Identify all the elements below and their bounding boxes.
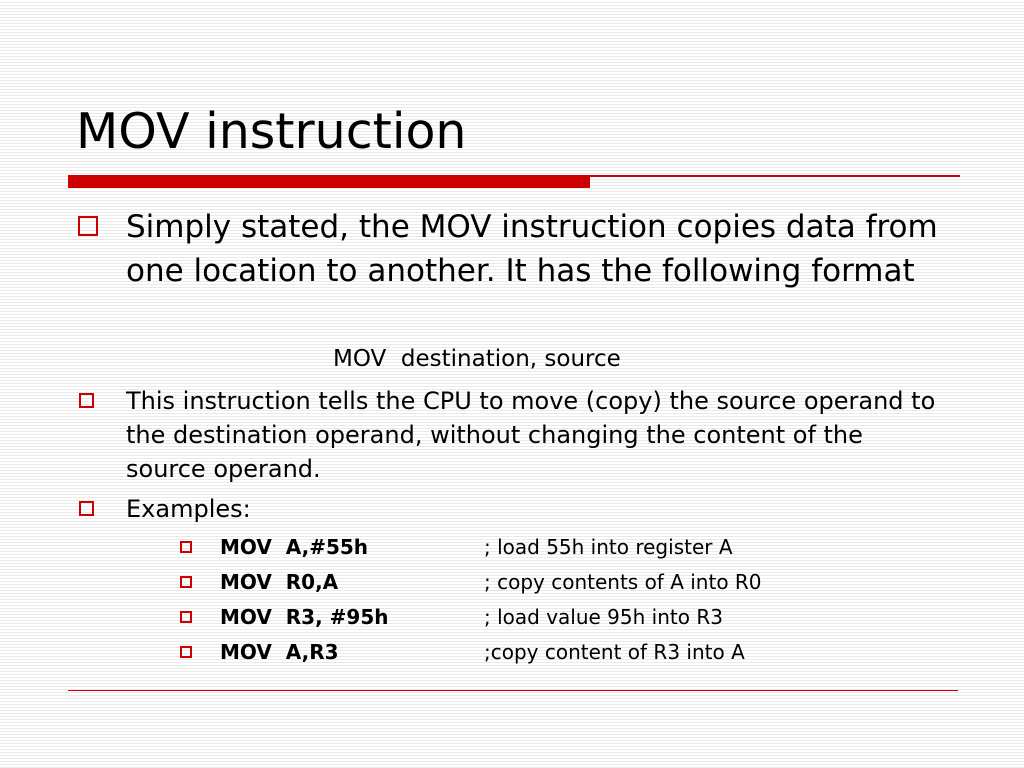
hollow-square-bullet-icon: [79, 393, 94, 408]
example-code: MOV A,R3: [220, 640, 339, 664]
bullet-1-text: Simply stated, the MOV instruction copies data from one location to another. It has the following format: [126, 209, 938, 289]
title-underline-thick: [68, 175, 590, 188]
hollow-square-bullet-icon: [180, 646, 192, 658]
example-row: [180, 567, 880, 601]
hollow-square-bullet-icon: [79, 501, 94, 516]
title-underline-thin: [590, 175, 960, 177]
example-comment: ;copy content of R3 into A: [484, 640, 745, 664]
example-comment: ; copy contents of A into R0: [484, 570, 762, 594]
footer-divider: [68, 690, 958, 691]
example-comment: ; load value 95h into R3: [484, 605, 723, 629]
bullet-3-text: Examples:: [126, 495, 251, 523]
hollow-square-bullet-icon: [180, 576, 192, 588]
example-comment: ; load 55h into register A: [484, 535, 733, 559]
example-row: [180, 532, 880, 566]
slide-title: MOV instruction: [76, 103, 467, 160]
hollow-square-bullet-icon: [78, 216, 98, 236]
example-code: MOV R0,A: [220, 570, 339, 594]
example-row: [180, 637, 880, 671]
hollow-square-bullet-icon: [180, 541, 192, 553]
example-row: [180, 602, 880, 636]
mov-format-line: MOV destination, source: [333, 346, 621, 372]
example-code: MOV A,#55h: [220, 535, 369, 559]
hollow-square-bullet-icon: [180, 611, 192, 623]
example-code: MOV R3, #95h: [220, 605, 389, 629]
bullet-2-text: This instruction tells the CPU to move (copy) the source operand to the destination operand, without changing the content of the source operand.: [126, 387, 936, 483]
